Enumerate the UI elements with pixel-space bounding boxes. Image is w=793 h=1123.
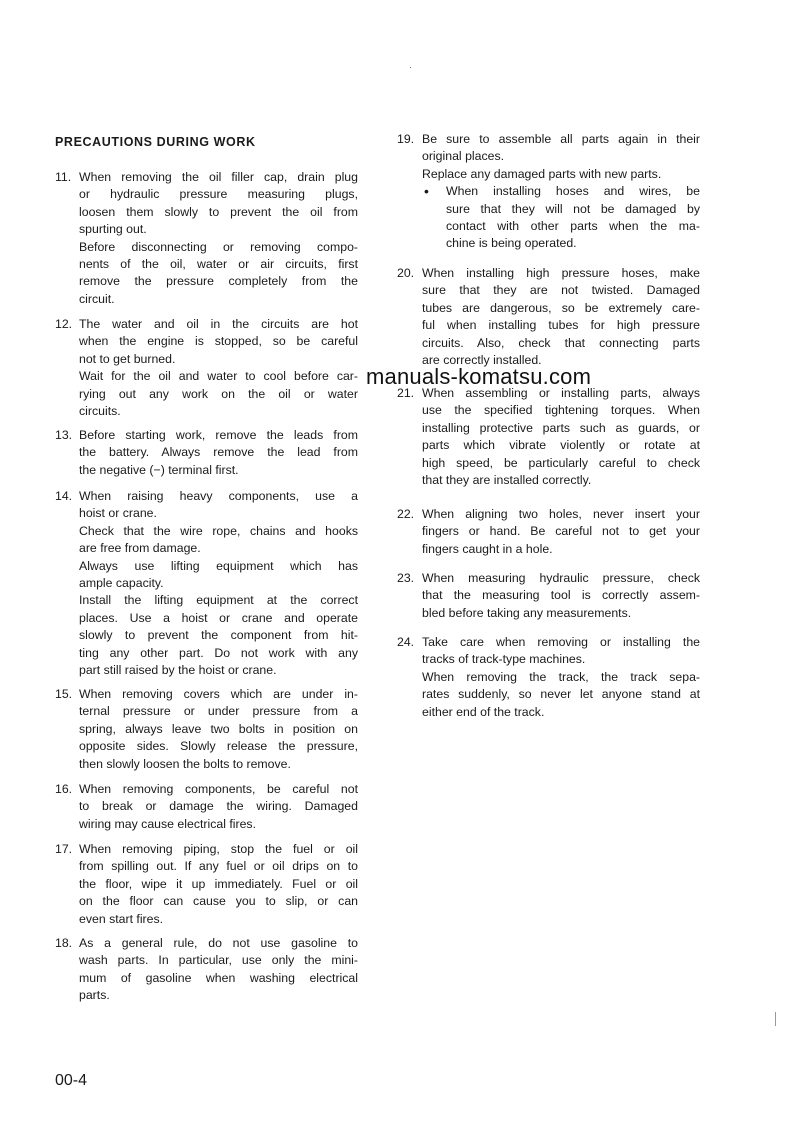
text-line: are correctly installed. [422, 352, 542, 367]
text-line: mum of gasoline when washing electrical [79, 970, 358, 985]
item-number: 13. [55, 428, 73, 442]
item-number: 19. [397, 132, 415, 146]
paragraph [79, 523, 358, 558]
text-line: wiring may cause electrical fires. [79, 816, 256, 831]
text-line: circuits. [79, 403, 121, 418]
text-line: the negative (−) terminal first. [79, 462, 239, 477]
text-line: tracks of track-type machines. [422, 652, 586, 667]
text-line: Replace any damaged parts with new parts. [422, 166, 662, 181]
item-body [422, 265, 700, 369]
text-line: Before starting work, remove the leads from [79, 428, 358, 442]
item-number: 24. [397, 635, 415, 649]
item-body [422, 506, 700, 558]
text-line: Always use lifting equipment which has [79, 558, 358, 573]
paragraph [79, 169, 358, 239]
paragraph [79, 488, 358, 523]
scan-speck [410, 67, 411, 68]
text-line: ample capacity. [79, 575, 164, 590]
item-body [79, 316, 358, 420]
text-line: When removing components, be careful not [79, 782, 358, 796]
item-number: 22. [397, 507, 415, 521]
text-line: on the floor can cause you to slip, or can [79, 894, 358, 909]
text-line: Install the lifting equipment at the correct [79, 593, 358, 608]
text-line: then slowly loosen the bolts to remove. [79, 756, 291, 771]
paragraph [422, 506, 700, 558]
paragraph [422, 385, 700, 489]
paragraph [422, 669, 700, 721]
text-line: not to get burned. [79, 351, 176, 366]
text-line: When installing high pressure hoses, make [422, 266, 700, 280]
item-number: 11. [55, 170, 72, 184]
text-line: when the engine is stopped, so be careful [79, 334, 358, 349]
text-line: When installing hoses and wires, be [446, 184, 700, 199]
text-line: Wait for the oil and water to cool before car- [79, 369, 358, 384]
text-line: fingers caught in a hole. [422, 541, 553, 556]
text-line: spring, always leave two bolts in position on [79, 721, 358, 736]
text-line: The water and oil in the circuits are hot [79, 317, 358, 331]
item-body [422, 570, 700, 622]
paragraph [79, 558, 358, 593]
item-number: 23. [397, 571, 415, 585]
paragraph [422, 634, 700, 669]
text-line: When removing piping, stop the fuel or oil [79, 842, 358, 856]
text-line: chine is being operated. [446, 236, 577, 251]
text-line: rates suddenly, so never let anyone stand at [422, 687, 700, 702]
item-number: 17. [55, 842, 73, 856]
text-line: places. Use a hoist or crane and operate [79, 610, 358, 625]
section-heading: PRECAUTIONS DURING WORK [55, 135, 256, 149]
paragraph [79, 239, 358, 309]
text-line: Check that the wire rope, chains and hooks [79, 523, 358, 538]
item-body [79, 841, 358, 928]
paragraph [422, 265, 700, 369]
bullet-paragraph [422, 183, 700, 253]
item-body [79, 781, 358, 833]
paragraph [422, 131, 700, 166]
text-line: ting any other part. Do not work with any [79, 645, 358, 660]
text-line: circuit. [79, 291, 115, 306]
paragraph [79, 592, 358, 679]
item-number: 18. [55, 936, 73, 950]
text-line: are free from damage. [79, 541, 201, 556]
watermark: manuals-komatsu.com [366, 364, 592, 389]
text-line: As a general rule, do not use gasoline to [79, 936, 358, 950]
item-body [79, 427, 358, 479]
text-line: circuits. Also, check that connecting parts [422, 335, 700, 350]
text-line: rying out any work on the oil or water [79, 386, 358, 401]
item-number: 16. [55, 782, 73, 796]
text-line: ternal pressure or under pressure from a [79, 704, 358, 719]
item-body [79, 169, 358, 308]
text-line: the floor, wipe it up immediately. Fuel or oil [79, 876, 358, 891]
item-number: 21. [397, 386, 415, 400]
text-line: sure that they will not be damaged by [446, 201, 700, 216]
paragraph [79, 427, 358, 479]
text-line: hoist or crane. [79, 506, 157, 521]
item-number: 14. [55, 489, 73, 503]
text-line: slowly to prevent the component from hit- [79, 628, 358, 643]
paragraph [422, 570, 700, 622]
item-body [79, 935, 358, 1005]
text-line: sure that they are not twisted. Damaged [422, 283, 700, 298]
text-line: installing protective parts such as guards, or [422, 420, 700, 435]
text-line: bled before taking any measurements. [422, 605, 632, 620]
text-line: fingers or hand. Be careful not to get your [422, 524, 700, 539]
text-line: spurting out. [79, 222, 147, 237]
text-line: When raising heavy components, use a [79, 489, 358, 503]
text-line: When measuring hydraulic pressure, check [422, 571, 700, 585]
text-line: contact with other parts when the ma- [446, 218, 700, 233]
paragraph [79, 935, 358, 1005]
paragraph [79, 841, 358, 928]
text-line: remove the pressure completely from the [79, 274, 358, 289]
text-line: tubes are dangerous, so be extremely care- [422, 300, 700, 315]
text-line: nents of the oil, water or air circuits, first [79, 256, 358, 271]
text-line: opposite sides. Slowly release the pressure, [79, 739, 358, 754]
text-line: wash parts. In particular, use only the mini- [79, 953, 358, 968]
text-line: that they are installed correctly. [422, 472, 592, 487]
text-line: Be sure to assemble all parts again in their [422, 132, 700, 146]
text-line: parts which vibrate violently or rotate at [422, 438, 700, 453]
paragraph [422, 166, 700, 183]
text-line: Before disconnecting or removing compo- [79, 239, 358, 254]
text-line: loosen them slowly to prevent the oil from [79, 204, 358, 219]
text-line: ful when installing tubes for high pressure [422, 318, 700, 333]
item-number: 20. [397, 266, 415, 280]
item-body [79, 488, 358, 679]
item-body [422, 385, 700, 489]
text-line: part still raised by the hoist or crane. [79, 662, 277, 677]
text-line: When removing covers which are under in- [79, 687, 358, 701]
text-line: from spilling out. If any fuel or oil drips on to [79, 859, 358, 874]
paragraph [79, 316, 358, 368]
text-line: to break or damage the wiring. Damaged [79, 799, 358, 814]
text-line: When aligning two holes, never insert your [422, 507, 700, 521]
page-number: 00-4 [55, 1072, 88, 1089]
paragraph [79, 781, 358, 833]
bullet-icon: • [424, 183, 429, 200]
item-number: 15. [55, 687, 73, 701]
text-line: Take care when removing or installing the [422, 635, 700, 649]
text-line: or hydraulic pressure measuring plugs, [79, 187, 358, 202]
item-body [422, 131, 700, 253]
paragraph [79, 368, 358, 420]
scan-speck [775, 1012, 776, 1026]
text-line: high speed, be particularly careful to check [422, 455, 700, 470]
text-line: that the measuring tool is correctly assem- [422, 588, 700, 603]
text-line: the battery. Always remove the lead from [79, 445, 358, 460]
text-line: When removing the oil filler cap, drain plug [79, 170, 358, 184]
text-line: original places. [422, 149, 505, 164]
item-body [422, 634, 700, 721]
text-line: use the specified tightening torques. When [422, 403, 700, 418]
text-line: either end of the track. [422, 704, 545, 719]
text-line: When assembling or installing parts, always [422, 386, 700, 400]
text-line: even start fires. [79, 911, 164, 926]
item-number: 12. [55, 317, 73, 331]
paragraph [79, 686, 358, 773]
text-line: parts. [79, 988, 110, 1003]
item-body [79, 686, 358, 773]
text-line: When removing the track, the track sepa- [422, 669, 700, 684]
